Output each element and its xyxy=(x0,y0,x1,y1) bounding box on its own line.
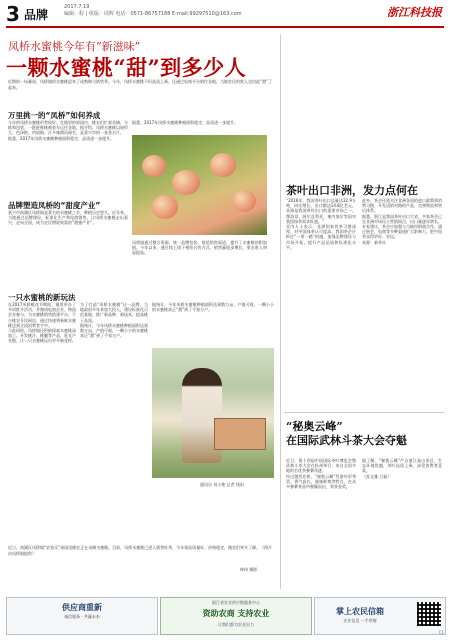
peach-crate xyxy=(214,418,266,450)
issue-date: 2017.7.19 xyxy=(64,4,90,10)
article-headline: 一颗水蜜桃“甜”到多少人 xyxy=(6,55,247,80)
right-top-col-1: “2016年，我国茶叶出口总量达32.9万吨，同比增长，出口额达14.8亿美元。非洲是我国茶叶出口的重要市场之一，摩洛哥、阿尔及利亚、塞内加尔等国对我国绿茶需求旺盛。” 业内人士表示，非洲国家饮茶习惯深厚，对中国绿茶认可度高。我国茶企应抓住“一带一路”机遇，加强品牌建设与市场开拓，提升产品品质和标准化水平。 xyxy=(286,198,356,250)
footer-ads xyxy=(6,597,446,635)
page-header xyxy=(6,2,446,30)
newspaper-logo: 浙江科技报 xyxy=(387,6,442,19)
ad-supplier-title: 供应商重新 xyxy=(62,603,102,612)
ad-mobile-mailbox[interactable] xyxy=(314,597,446,635)
farmer-photo xyxy=(152,348,274,478)
paragraph-2: 嘉兴市南湖区凤桥镇是著名的水蜜桃之乡，种植历史悠久。近年来，当地通过品牌建设、标准化生产和电商销售，让凤桥水蜜桃走出嘉兴，走向全国，成为农民增收致富的“甜蜜产业”。 xyxy=(8,210,128,226)
paragraph-2b: 凤桥镇通过整合资源、统一品牌包装、规范销售渠道，提升了水蜜桃的附加值。今年以来，通过线上线下相结合的方式，销售量稳步增长，果农收入明显提高。 xyxy=(132,240,267,256)
ad-agri-title: 浙江省农业供应链服务中心 xyxy=(212,600,260,605)
ad-mailbox-sub: 农业信息 一手掌握 xyxy=(343,618,377,623)
column-divider xyxy=(280,34,281,589)
right-divider xyxy=(284,412,444,413)
peach-photo xyxy=(132,135,267,235)
article-byline: 通讯员 刘小艳 记者 钱雨 xyxy=(200,482,244,487)
section-name: 品牌 xyxy=(24,8,49,22)
photo-credit: 钟伟 摄影 xyxy=(240,567,258,572)
page-code: C1 xyxy=(438,630,444,635)
subhead-1: 万里挑一的“凤桥”如何养成 xyxy=(8,111,101,120)
ad-supplier[interactable] xyxy=(6,597,158,635)
right-bottom-col-1: 近日，第十四届中国国际茶叶博览会暨武林斗茶大会在杭州举行，来自全国多地的名优茶参赛角逐。 经过激烈比拼，“秘奥云峰”凭借外形秀美、香气高长、滋味鲜爽等特点，在众多参赛茶品中脱颖而出，荣获金奖。 xyxy=(286,458,356,490)
page-number: 3 xyxy=(6,2,20,26)
right-top-title: 茶叶出口非洲，发力点何在 xyxy=(286,184,418,197)
subhead-3: 一只水蜜桃的新玩法 xyxy=(8,293,76,302)
photo-caption: 近日，南湖区凤桥镇“农家乐”果园里桃农正在采摘水蜜桃。目前，凤桥水蜜桃已进入销售旺季，今年果品质量好、价格稳定，桃农们笑开了颜。（图片由凤桥镇提供） xyxy=(8,545,273,556)
ad-agri-center[interactable] xyxy=(160,597,312,635)
right-top-col-2: 此外，茶企还需关注非洲各国的进口政策和消费习惯，开发适销对路的产品，完善物流和售后体系。 据悉，浙江是我国茶叶出口大省，多家茶企已在非洲市场设立营销网点，出口量逐年增长。 专家建议，茶企应加强与当地经销商合作，通过展会、电商等多种渠道扩大影响力，把中国茶卖得更好、更远。 来源：新华社 xyxy=(362,198,442,245)
qr-code-icon[interactable] xyxy=(417,602,441,626)
ad-supplier-sub: 诚信服务 · 共赢未来 xyxy=(64,614,100,619)
paragraph-1-cont: 据悉，2017年凤桥水蜜桃种植面积稳定，品质进一步提升。 xyxy=(132,120,239,125)
paragraph-5: 据统计，今年凤桥水蜜桃种植面积达到数万亩，产值可观，一颗小小的水蜜桃真正“甜”到了千家万户。 xyxy=(152,302,274,313)
ad-agri-big: 资助农商 支持农业 xyxy=(202,609,270,618)
ad-agri-sub: 让我们都为农业出力 xyxy=(218,622,254,627)
right-bottom-col-2: 据了解，“秘奥云峰”产自浙江高山茶区，生态环境优越，茶叶品质上乘，深受消费者喜爱。 （苏文雅 吕磊） xyxy=(362,458,442,479)
subhead-2: 品牌塑造凤桥的“甜度产业” xyxy=(8,201,101,210)
editor-contact: 编辑：程 | 组版：周辉 电话：0571-86757188 E-mail:99297510@163.com xyxy=(64,11,242,17)
header-rule xyxy=(6,26,444,28)
paragraph-4: 为了打造“凤桥水蜜桃”这一品牌，当地政府多年来加大投入，建设标准化示范基地，推广新品种、新技术，提高桃子品质。 据统计，今年凤桥水蜜桃种植面积达到数万亩，产值可观，一颗小小的水蜜桃真正“甜”到了千家万户。 xyxy=(80,302,148,339)
paragraph-3: 在2017凤桥桃花节期间，镇里举办了多项推介活动，并邀请电商企业、物流企业参与，为水蜜桃销售搭建平台。不少桃农开设网店，通过快递将新鲜水蜜桃送到全国消费者手中。 与此同时，凤桥镇还积极探索水蜜桃深加工，开发桃汁、桃脯等产品，延长产业链，让一只水蜜桃玩出更多新花样。 xyxy=(8,302,76,344)
ad-mailbox-title: 掌上农民信箱 xyxy=(336,607,384,616)
right-bottom-title: “秘奥云峰” 在国际武林斗茶大会夺魁 xyxy=(286,420,407,447)
paragraph-1: 今年的凤桥水蜜桃形势较好。在镇里的果园内，桃农们忙着采摘、分拣和包装，一批批鲜桃被装车运往各地。据介绍，凤桥水蜜桃以果形大、色泽艳、肉质细、汁多味甜而闻名，是嘉兴市的一张金名片。 据悉，2017年凤桥水蜜桃种植面积稳定，品质进一步提升。 xyxy=(8,120,128,141)
header-meta xyxy=(64,4,242,18)
article-kicker: 凤桥水蜜桃今年有“新滋味” xyxy=(8,40,141,53)
article-lead: 近期的一场暴雨，凤桥镇的水蜜桃迎来了成熟期与销售季。今年，凤桥水蜜桃不但品质上乘，还通过电商平台销往各地，当地农民的收入也由此“甜”了起来。 xyxy=(8,79,273,90)
